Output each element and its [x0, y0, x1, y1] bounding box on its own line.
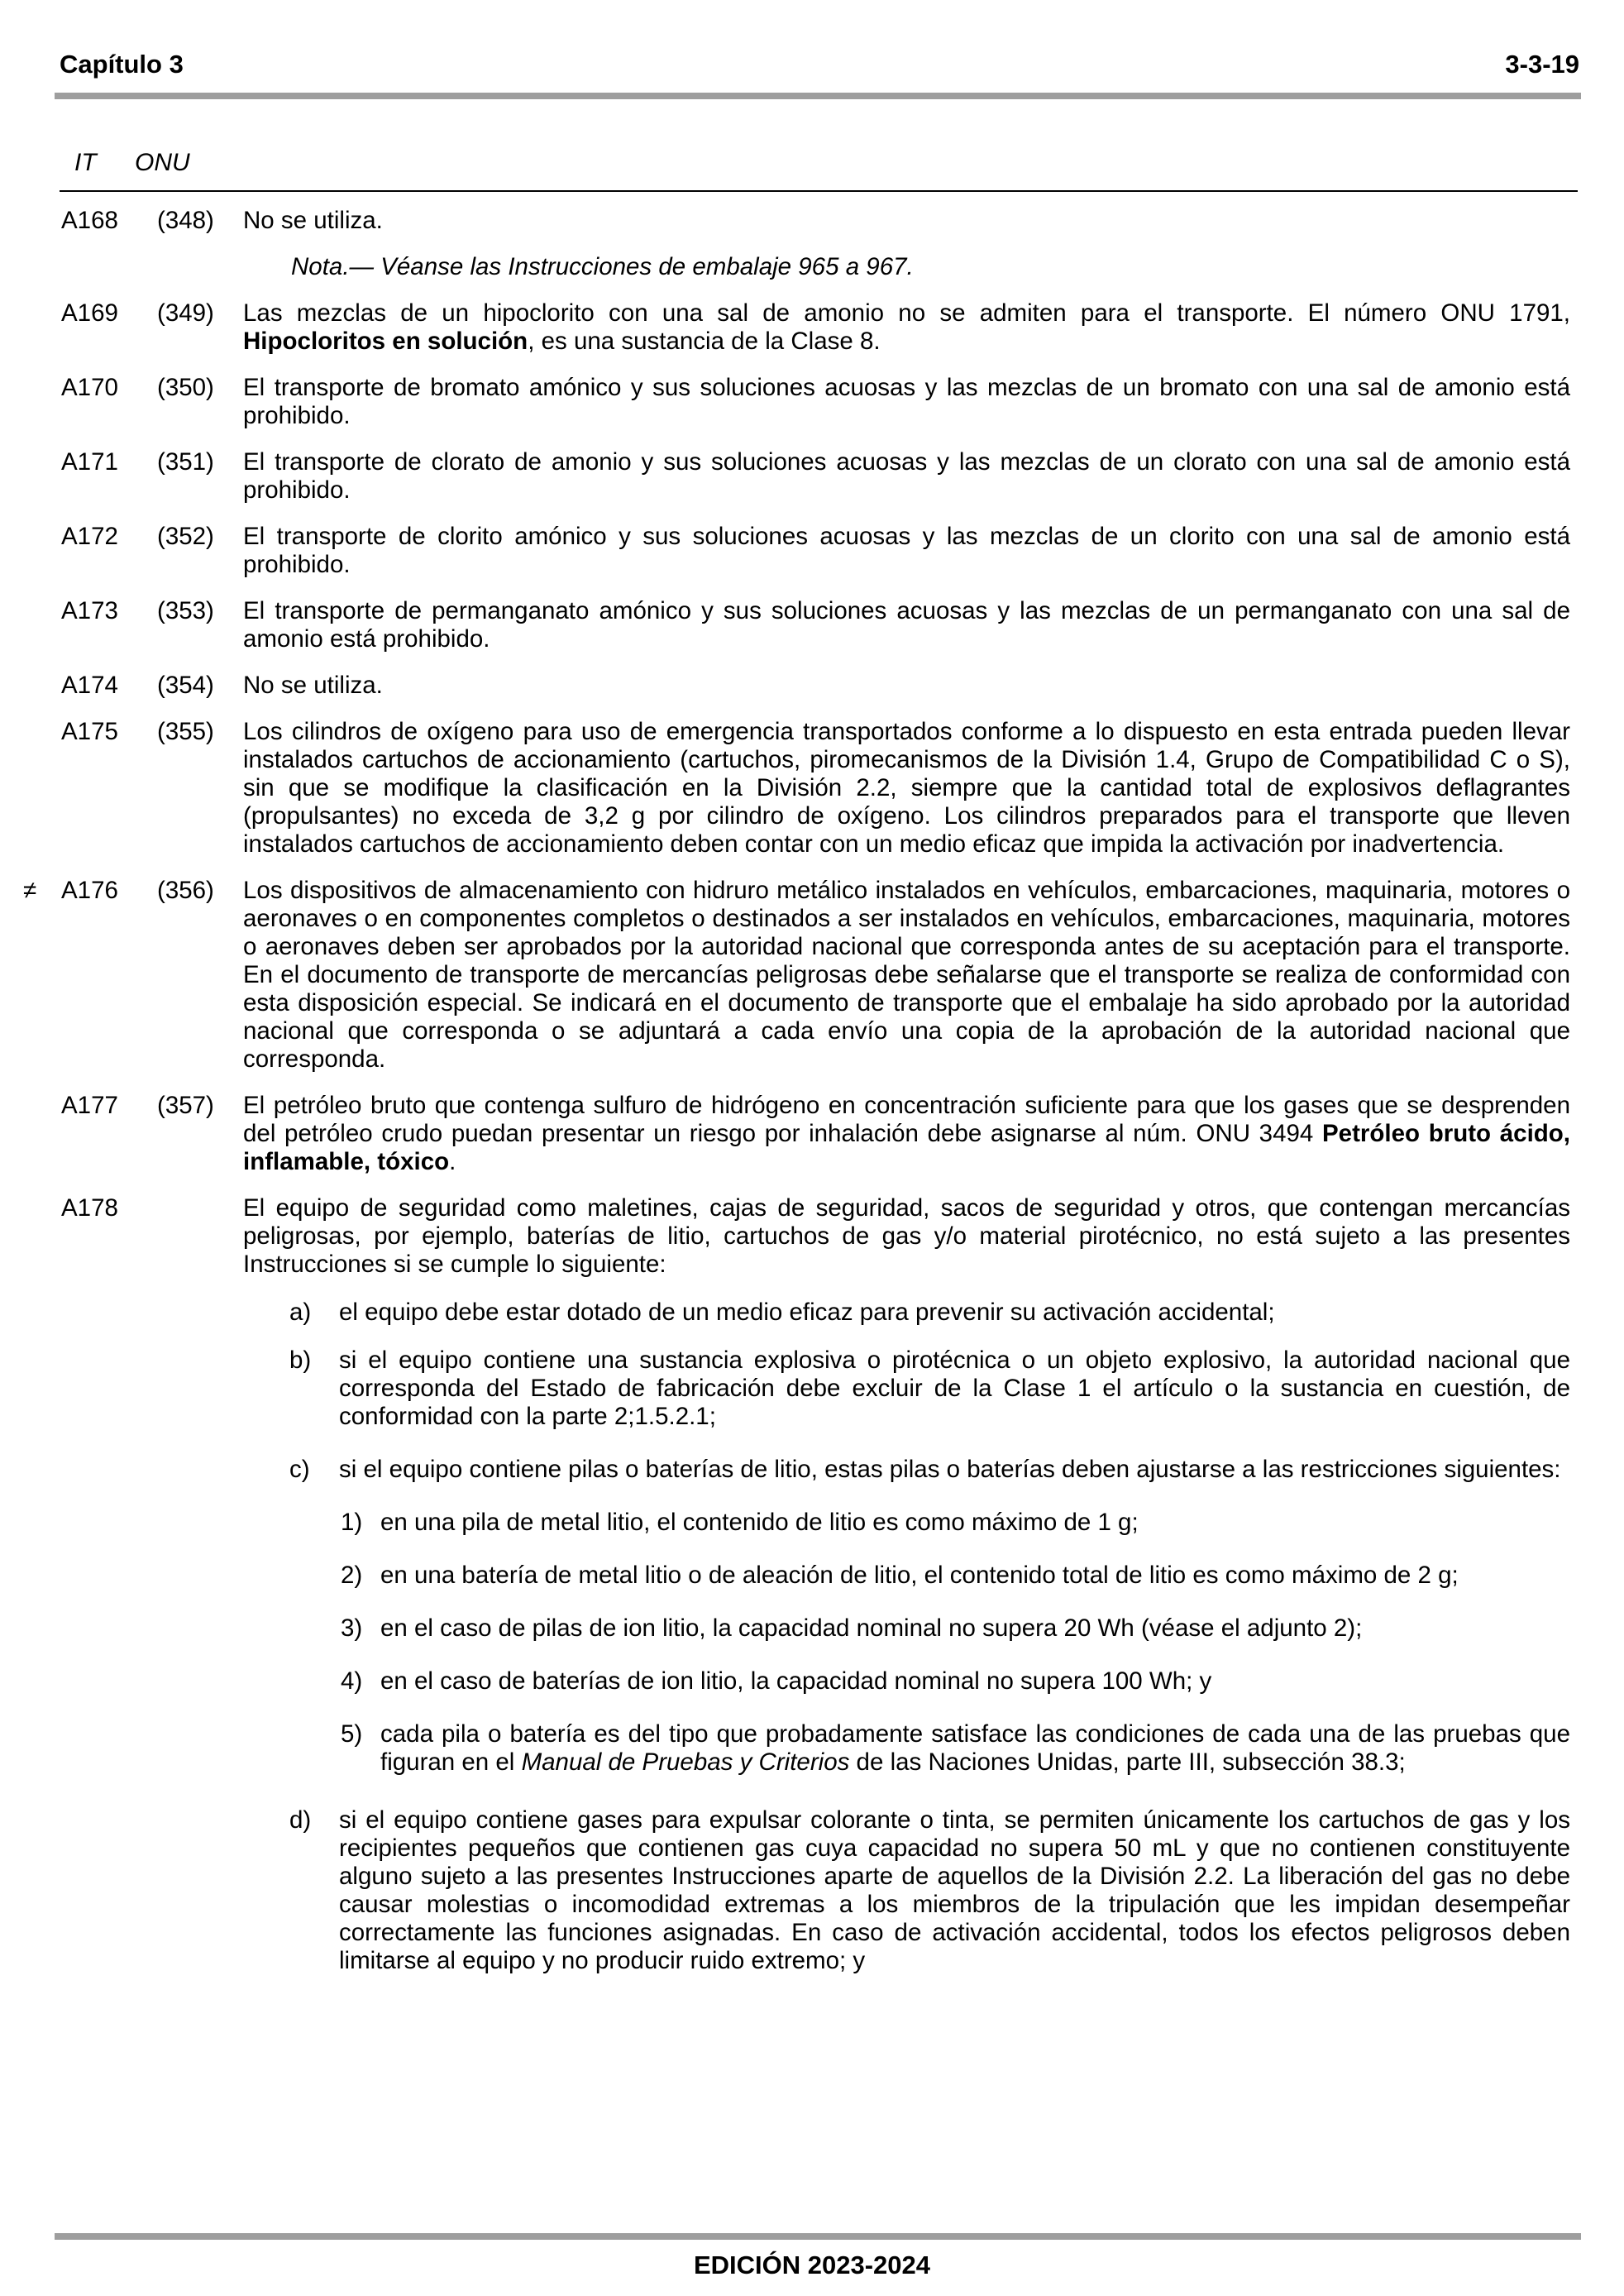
entry-a172 [0, 523, 1624, 579]
column-headers [74, 149, 190, 177]
entry-it-code: A174 [61, 672, 118, 699]
entry-it-code: A176 [61, 877, 118, 904]
entry-text: El transporte de bromato amónico y sus soluciones acuosas y las mezclas de un bromato con una sal de amonio está prohibido. [243, 374, 1570, 429]
entry-onu-code: (356) [157, 877, 214, 904]
entry-it-code: A170 [61, 374, 118, 401]
sub-item-2 [341, 1562, 1570, 1590]
list-item-c [289, 1456, 1570, 1484]
entry-text: El equipo de seguridad como maletines, cajas de seguridad, sacos de seguridad y otros, que contengan mercancías peligrosas, por ejemplo, baterías de litio, cartuchos de gas y/o material pirotécnico, no está sujeto a las presentes Instrucciones si se cumple lo siguiente: [243, 1194, 1570, 1278]
column-header-onu: ONU [135, 149, 190, 176]
entry-a169 [0, 299, 1624, 356]
entry-text-part: . [449, 1148, 456, 1175]
entry-a177 [0, 1092, 1624, 1176]
sub-item-label: 1) [341, 1509, 363, 1536]
chapter-title: Capítulo 3 [60, 50, 184, 79]
entry-a173 [0, 597, 1624, 653]
substance-name: Petróleo bruto ácido, inflamable, tóxico [243, 1120, 1571, 1175]
entry-text: El transporte de clorito amónico y sus soluciones acuosas y las mezclas de un clorito con una sal de amonio está prohibido. [243, 523, 1570, 578]
list-item-text: si el equipo contiene gases para expulsar colorante o tinta, se permiten únicamente los cartuchos de gas y los recipientes pequeños que contienen gas cuya capacidad no supera 50 mL y que no contienen constituyente alguno sujeto a las presentes Instrucciones aparte de aquellos de la División 2.2. La liberación del gas no debe causar molestias o incomodidad extremas a los miembros de la tripulación que les impidan desempeñar correctamente las funciones asignadas. En caso de activación accidental, todos los efectos peligrosos deben limitarse al equipo y no producir ruido extremo; y [339, 1806, 1570, 1974]
entry-text: El transporte de permanganato amónico y sus soluciones acuosas y las mezclas de un permanganato con una sal de amonio está prohibido. [243, 597, 1570, 653]
entry-onu-code: (349) [157, 299, 214, 327]
sub-item-text: en una pila de metal litio, el contenido de litio es como máximo de 1 g; [380, 1509, 1139, 1536]
sub-item-text-part: de las Naciones Unidas, parte III, subsección 38.3; [849, 1748, 1406, 1776]
page-number: 3-3-19 [1505, 50, 1579, 79]
entry-onu-code: (354) [157, 672, 214, 699]
list-item-b [289, 1347, 1570, 1431]
entry-text-part: , es una sustancia de la Clase 8. [528, 328, 881, 355]
entry-onu-code: (352) [157, 523, 214, 550]
special-provisions-list [0, 207, 1624, 1993]
entry-it-code: A173 [61, 597, 118, 624]
entry-onu-code: (357) [157, 1092, 214, 1119]
list-item-label: b) [289, 1347, 312, 1374]
entry-note: Nota.— Véanse las Instrucciones de embalaje 965 a 967. [291, 253, 914, 280]
entry-text [243, 1092, 1570, 1176]
entry-text: Los cilindros de oxígeno para uso de emergencia transportados conforme a lo dispuesto en esta entrada pueden llevar instalados cartuchos de accionamiento (cartuchos, piromecanismos de la División 1.4, Grupo de Compatibilidad C o S), sin que se modifique la clasificación en la División 2.2, siempre que la cantidad total de explosivos deflagrantes (propulsantes) no exceda de 3,2 g por cilindro de oxígeno. Los cilindros preparados para el transporte que lleven instalados cartuchos de accionamiento deben contar con un medio eficaz que impida la activación por inadvertencia. [243, 718, 1570, 858]
list-item-text: si el equipo contiene pilas o baterías de litio, estas pilas o baterías deben ajustarse a las restricciones siguientes: [339, 1456, 1561, 1483]
sub-item-label: 3) [341, 1614, 363, 1642]
list-item-text: el equipo debe estar dotado de un medio eficaz para prevenir su activación accidental; [339, 1299, 1275, 1326]
entry-onu-code: (355) [157, 718, 214, 745]
entry-onu-code: (351) [157, 448, 214, 476]
entry-it-code: A177 [61, 1092, 118, 1119]
entry-a170 [0, 374, 1624, 430]
entry-text: No se utiliza. [243, 672, 383, 699]
footer-rule [55, 2233, 1581, 2240]
list-item-a [289, 1299, 1570, 1327]
sub-item-5 [341, 1720, 1570, 1777]
entry-text [243, 299, 1570, 356]
entry-a178 [0, 1194, 1624, 1975]
list-item-label: c) [289, 1456, 310, 1483]
sub-item-label: 5) [341, 1720, 363, 1748]
list-item-text: si el equipo contiene una sustancia explosiva o pirotécnica o un objeto explosivo, la autoridad nacional que corresponda del Estado de fabricación debe excluir de la Clase 1 el artículo o la sustancia en cuestión, de conformidad con la parte 2;1.5.2.1; [339, 1347, 1570, 1430]
entry-text-part: Las mezclas de un hipoclorito con una sal de amonio no se admiten para el transporte. El número ONU 1791, [243, 299, 1570, 327]
sub-item-text: en una batería de metal litio o de aleación de litio, el contenido total de litio es como máximo de 2 g; [380, 1562, 1459, 1589]
entry-it-code: A171 [61, 448, 118, 476]
sub-item-1 [341, 1509, 1570, 1537]
sub-item-text-part: cada pila o batería es del tipo que probadamente satisface las condiciones de cada una de las pruebas que figuran en el [380, 1720, 1570, 1776]
column-header-it: IT [74, 149, 97, 176]
sub-item-text: en el caso de pilas de ion litio, la capacidad nominal no supera 20 Wh (véase el adjunto 2); [380, 1614, 1363, 1642]
header-rule [55, 93, 1581, 99]
column-header-rule [60, 190, 1578, 192]
manual-title: Manual de Pruebas y Criterios [521, 1748, 850, 1776]
entry-a171 [0, 448, 1624, 505]
entry-a175 [0, 718, 1624, 859]
entry-a168 [0, 207, 1624, 281]
entry-text: Los dispositivos de almacenamiento con hidruro metálico instalados en vehículos, embarcaciones, maquinaria, motores o aeronaves o en componentes completos o destinados a ser instalados en vehículos, embarcaciones, maquinaria, motores o aeronaves deben ser aprobados por la autoridad nacional que corresponda antes de su aceptación para el transporte. En el documento de transporte de mercancías peligrosas debe señalarse que el transporte se realiza de conformidad con esta disposición especial. Se indicará en el documento de transporte que el embalaje ha sido aprobado por la autoridad nacional que corresponda o se adjuntará a cada envío una copia de la aprobación de la autoridad nacional que corresponda. [243, 877, 1570, 1073]
change-mark: ≠ [23, 877, 37, 904]
sub-item-3 [341, 1614, 1570, 1643]
entry-onu-code: (353) [157, 597, 214, 624]
entry-onu-code: (348) [157, 207, 214, 234]
list-item-label: d) [289, 1806, 312, 1834]
entry-a174 [0, 672, 1624, 700]
sub-item-4 [341, 1667, 1570, 1696]
entry-it-code: A172 [61, 523, 118, 550]
sub-item-label: 4) [341, 1667, 363, 1695]
sub-item-text: en el caso de baterías de ion litio, la capacidad nominal no supera 100 Wh; y [380, 1667, 1212, 1695]
edition-footer: EDICIÓN 2023-2024 [693, 2251, 931, 2279]
list-item-label: a) [289, 1299, 312, 1326]
entry-it-code: A169 [61, 299, 118, 327]
sub-item-label: 2) [341, 1562, 363, 1589]
entry-it-code: A175 [61, 718, 118, 745]
entry-text: El transporte de clorato de amonio y sus soluciones acuosas y las mezclas de un clorato con una sal de amonio está prohibido. [243, 448, 1570, 504]
entry-text-part: El petróleo bruto que contenga sulfuro de hidrógeno en concentración suficiente para que los gases que se desprenden del petróleo crudo puedan presentar un riesgo por inhalación debe asignarse al núm. ONU 3494 [243, 1092, 1570, 1147]
entry-it-code: A178 [61, 1194, 118, 1222]
entry-onu-code: (350) [157, 374, 214, 401]
entry-a176 [0, 877, 1624, 1074]
entry-text: No se utiliza. [243, 207, 383, 234]
list-item-d [289, 1806, 1570, 1975]
substance-name: Hipocloritos en solución [243, 328, 528, 355]
entry-it-code: A168 [61, 207, 118, 234]
